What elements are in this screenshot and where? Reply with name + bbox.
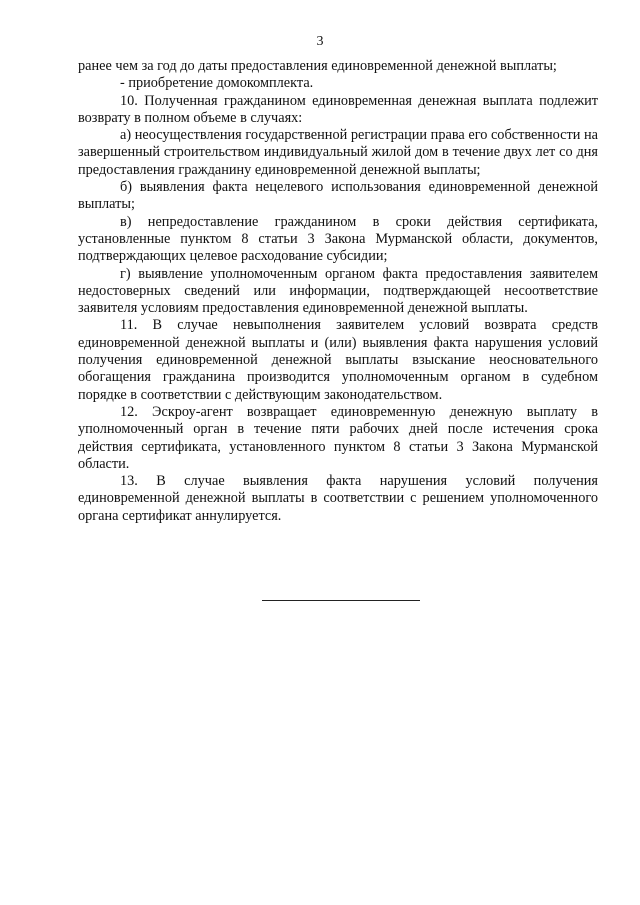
paragraph-10-b: б) выявления факта нецелевого использования единовременной денежной выплаты; [78,179,598,213]
paragraph-13: 13. В случае выявления факта нарушения условий получения единовременной денежной выплаты в соответствии с решением уполномоченного органа сертификат аннулируется. [78,473,598,524]
paragraph-10-v: в) непредоставление гражданином в сроки действия сертификата, установленные пунктом 8 статьи 3 Закона Мурманской области, документов, подтверждающих целевое расходование субсидии; [78,213,598,265]
page-number: 3 [316,34,324,49]
end-separator-line [262,600,420,601]
paragraph-10: 10. Полученная гражданином единовременная денежная выплата подлежит возврату в полном объеме в случаях: [78,92,598,126]
paragraph-item-dom-kit: - приобретение домокомплекта. [120,75,314,92]
paragraph-12: 12. Эскроу-агент возвращает единовременную денежную выплату в уполномоченный орган в течение пяти рабочих дней после истечения срока действия сертификата, установленного пунктом 8 статьи 3 Закона Мурманской области. [78,403,598,472]
paragraph-10-g: г) выявление уполномоченным органом факта предоставления заявителем недостоверных сведений или информации, подтверждающей несоответствие заявителя условиям предоставления единовременной денежной выплаты. [78,265,598,317]
document-body [78,58,598,525]
paragraph-11: 11. В случае невыполнения заявителем условий возврата средств единовременной денежной выплаты и (или) выявления факта нарушения условий получения единовременной денежной выплаты взыскание неосновательного обогащения гражданина производится уполномоченным органом в судебном порядке в соответствии с действующим законодательством. [78,317,598,403]
paragraph-continuation: ранее чем за год до даты предоставления единовременной денежной выплаты; [78,58,557,74]
paragraph-10-a: а) неосуществления государственной регистрации права его собственности на завершенный строительством индивидуальный жилой дом в течение двух лет со дня предоставления гражданину единовременной денежной выплаты; [78,127,598,178]
